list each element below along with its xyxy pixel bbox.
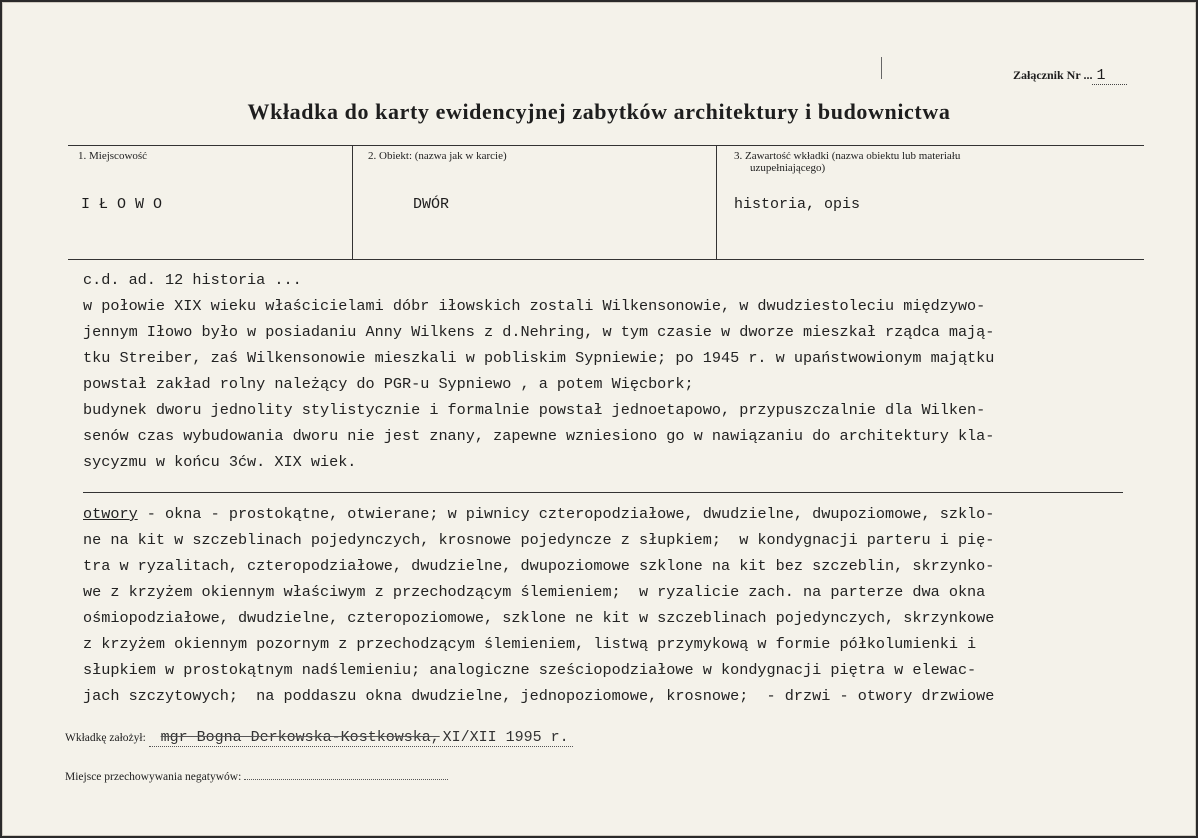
description-line: ne na kit w szczeblinach pojedynczych, krosnowe pojedyncze z słupkiem; w kondygnacji parteru i pię- <box>83 531 995 549</box>
history-line: sycyzmu w końcu 3ćw. XIX wiek. <box>83 453 357 471</box>
page-title: Wkładka do karty ewidencyjnej zabytków architektury i budownictwa <box>247 99 951 124</box>
description-line: tra w ryzalitach, czteropodziałowe, dwudzielne, dwupoziomowe szklone na kit bez szczeblin, skrzynko- <box>83 557 995 575</box>
author-date: XI/XII 1995 r. <box>442 729 569 746</box>
description-line: z krzyżem okiennym pozornym z przechodzącym ślemieniem, listwą przymykową w formie półkolumienki i <box>83 635 977 653</box>
negatives-label: Miejsce przechowywania negatywów: <box>65 771 242 783</box>
history-line: tku Streiber, zaś Wilkensonowie mieszkali w pobliskim Sypniewie; po 1945 r. w upaństwowionym majątku <box>83 349 995 367</box>
author-dotted-line <box>149 729 573 747</box>
field-value-object: DWÓR <box>413 196 450 213</box>
column-divider <box>716 145 717 260</box>
author-label: Wkładkę założył: <box>65 732 146 744</box>
history-line: powstał zakład rolny należący do PGR-u Sypniewo , a potem Więcbork; <box>83 375 694 393</box>
annex-number: 1 <box>1092 67 1127 85</box>
table-bottom-rule <box>68 259 1144 260</box>
author-name: mgr Bogna Derkowska-Kostkowska, <box>160 729 440 746</box>
history-line: c.d. ad. 12 historia ... <box>83 271 302 289</box>
description-line: słupkiem w prostokątnym nadślemieniu; analogiczne sześciopodziałowe w kondygnacji piętra w elewac- <box>83 661 977 679</box>
negatives-dotted-line <box>244 769 448 780</box>
description-line: we z krzyżem okiennym właściwym z przechodzącym ślemieniem; w ryzalicie zach. na parterze dwa okna <box>83 583 986 601</box>
field-header-object: 2. Obiekt: (nazwa jak w karcie) <box>368 150 507 162</box>
field-value-content: historia, opis <box>734 196 861 213</box>
table-top-rule <box>68 145 1144 146</box>
negatives-field <box>65 769 448 783</box>
author-field <box>65 729 573 747</box>
field-header-content <box>734 150 960 174</box>
field-value-locality: I Ł O W O <box>81 196 163 213</box>
description-line: jach szczytowych; na poddaszu okna dwudzielne, jednopoziomowe, krosnowe; - drzwi - otwory drzwiowe <box>83 687 995 705</box>
history-line: budynek dworu jednolity stylistycznie i formalnie powstał jednoetapowo, przypuszczalnie dla Wilken- <box>83 401 986 419</box>
record-card <box>2 2 1196 836</box>
description-line-rest: - okna - prostokątne, otwierane; w piwnicy czteropodziałowe, dwudzielne, dwupoziomowe, szklo- <box>137 505 995 523</box>
field-header-content-line: uzupełniającego) <box>750 162 826 174</box>
description-keyword: otwory <box>83 505 138 523</box>
pencil-mark <box>881 57 882 79</box>
field-header-locality: 1. Miejscowość <box>78 150 148 162</box>
annex-label-text: Załącznik Nr ... <box>1013 68 1093 82</box>
column-divider <box>352 145 353 260</box>
annex-label <box>1013 67 1127 84</box>
history-line: jennym Iłowo było w posiadaniu Anny Wilkens z d.Nehring, w tym czasie w dworze mieszkał rządca mają- <box>83 323 995 341</box>
history-line: senów czas wybudowania dworu nie jest znany, zapewne wzniesiono go w nawiązaniu do architektury kla- <box>83 427 995 445</box>
section-divider <box>83 492 1123 493</box>
history-line: w połowie XIX wieku właścicielami dóbr iłowskich zostali Wilkensonowie, w dwudziestoleciu międzywo- <box>83 297 986 315</box>
description-line: ośmiopodziałowe, dwudzielne, czteropoziomowe, szklone ne kit w szczeblinach pojedynczych, skrzynkowe <box>83 609 995 627</box>
field-header-content-line: 3. Zawartość wkładki (nazwa obiektu lub materiału <box>734 150 961 162</box>
description-line <box>83 505 994 523</box>
